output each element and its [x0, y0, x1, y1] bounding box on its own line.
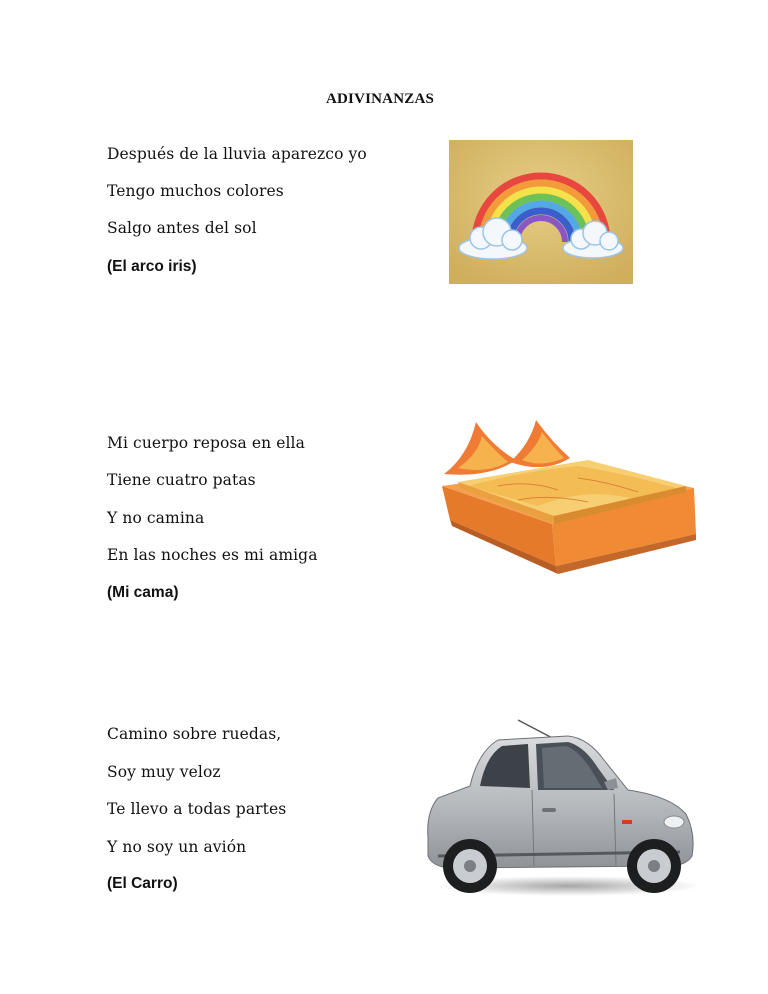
front-wheel	[627, 839, 681, 893]
riddle-line: Soy muy veloz	[107, 763, 221, 781]
riddle-line: Camino sobre ruedas,	[107, 725, 282, 743]
riddle-line: Mi cuerpo reposa en ella	[107, 434, 305, 452]
riddle-answer: (Mi cama)	[107, 584, 179, 601]
riddle-line: Salgo antes del sol	[107, 219, 257, 237]
bed-image	[438, 416, 700, 586]
car-image	[418, 716, 702, 898]
riddle-line: Te llevo a todas partes	[107, 800, 287, 818]
rear-wheel	[443, 839, 497, 893]
riddle-line: Y no camina	[107, 509, 205, 527]
riddle-line: Y no soy un avión	[107, 838, 247, 856]
riddle-answer: (El arco iris)	[107, 258, 197, 275]
riddle-line: Después de la lluvia aparezco yo	[107, 145, 367, 163]
riddle-line: En las noches es mi amiga	[107, 546, 318, 564]
riddle-line: Tiene cuatro patas	[107, 471, 256, 489]
page-title: ADIVINANZAS	[325, 91, 435, 107]
riddle-line: Tengo muchos colores	[107, 182, 284, 200]
rainbow-image	[449, 140, 633, 284]
riddle-answer: (El Carro)	[107, 875, 178, 892]
